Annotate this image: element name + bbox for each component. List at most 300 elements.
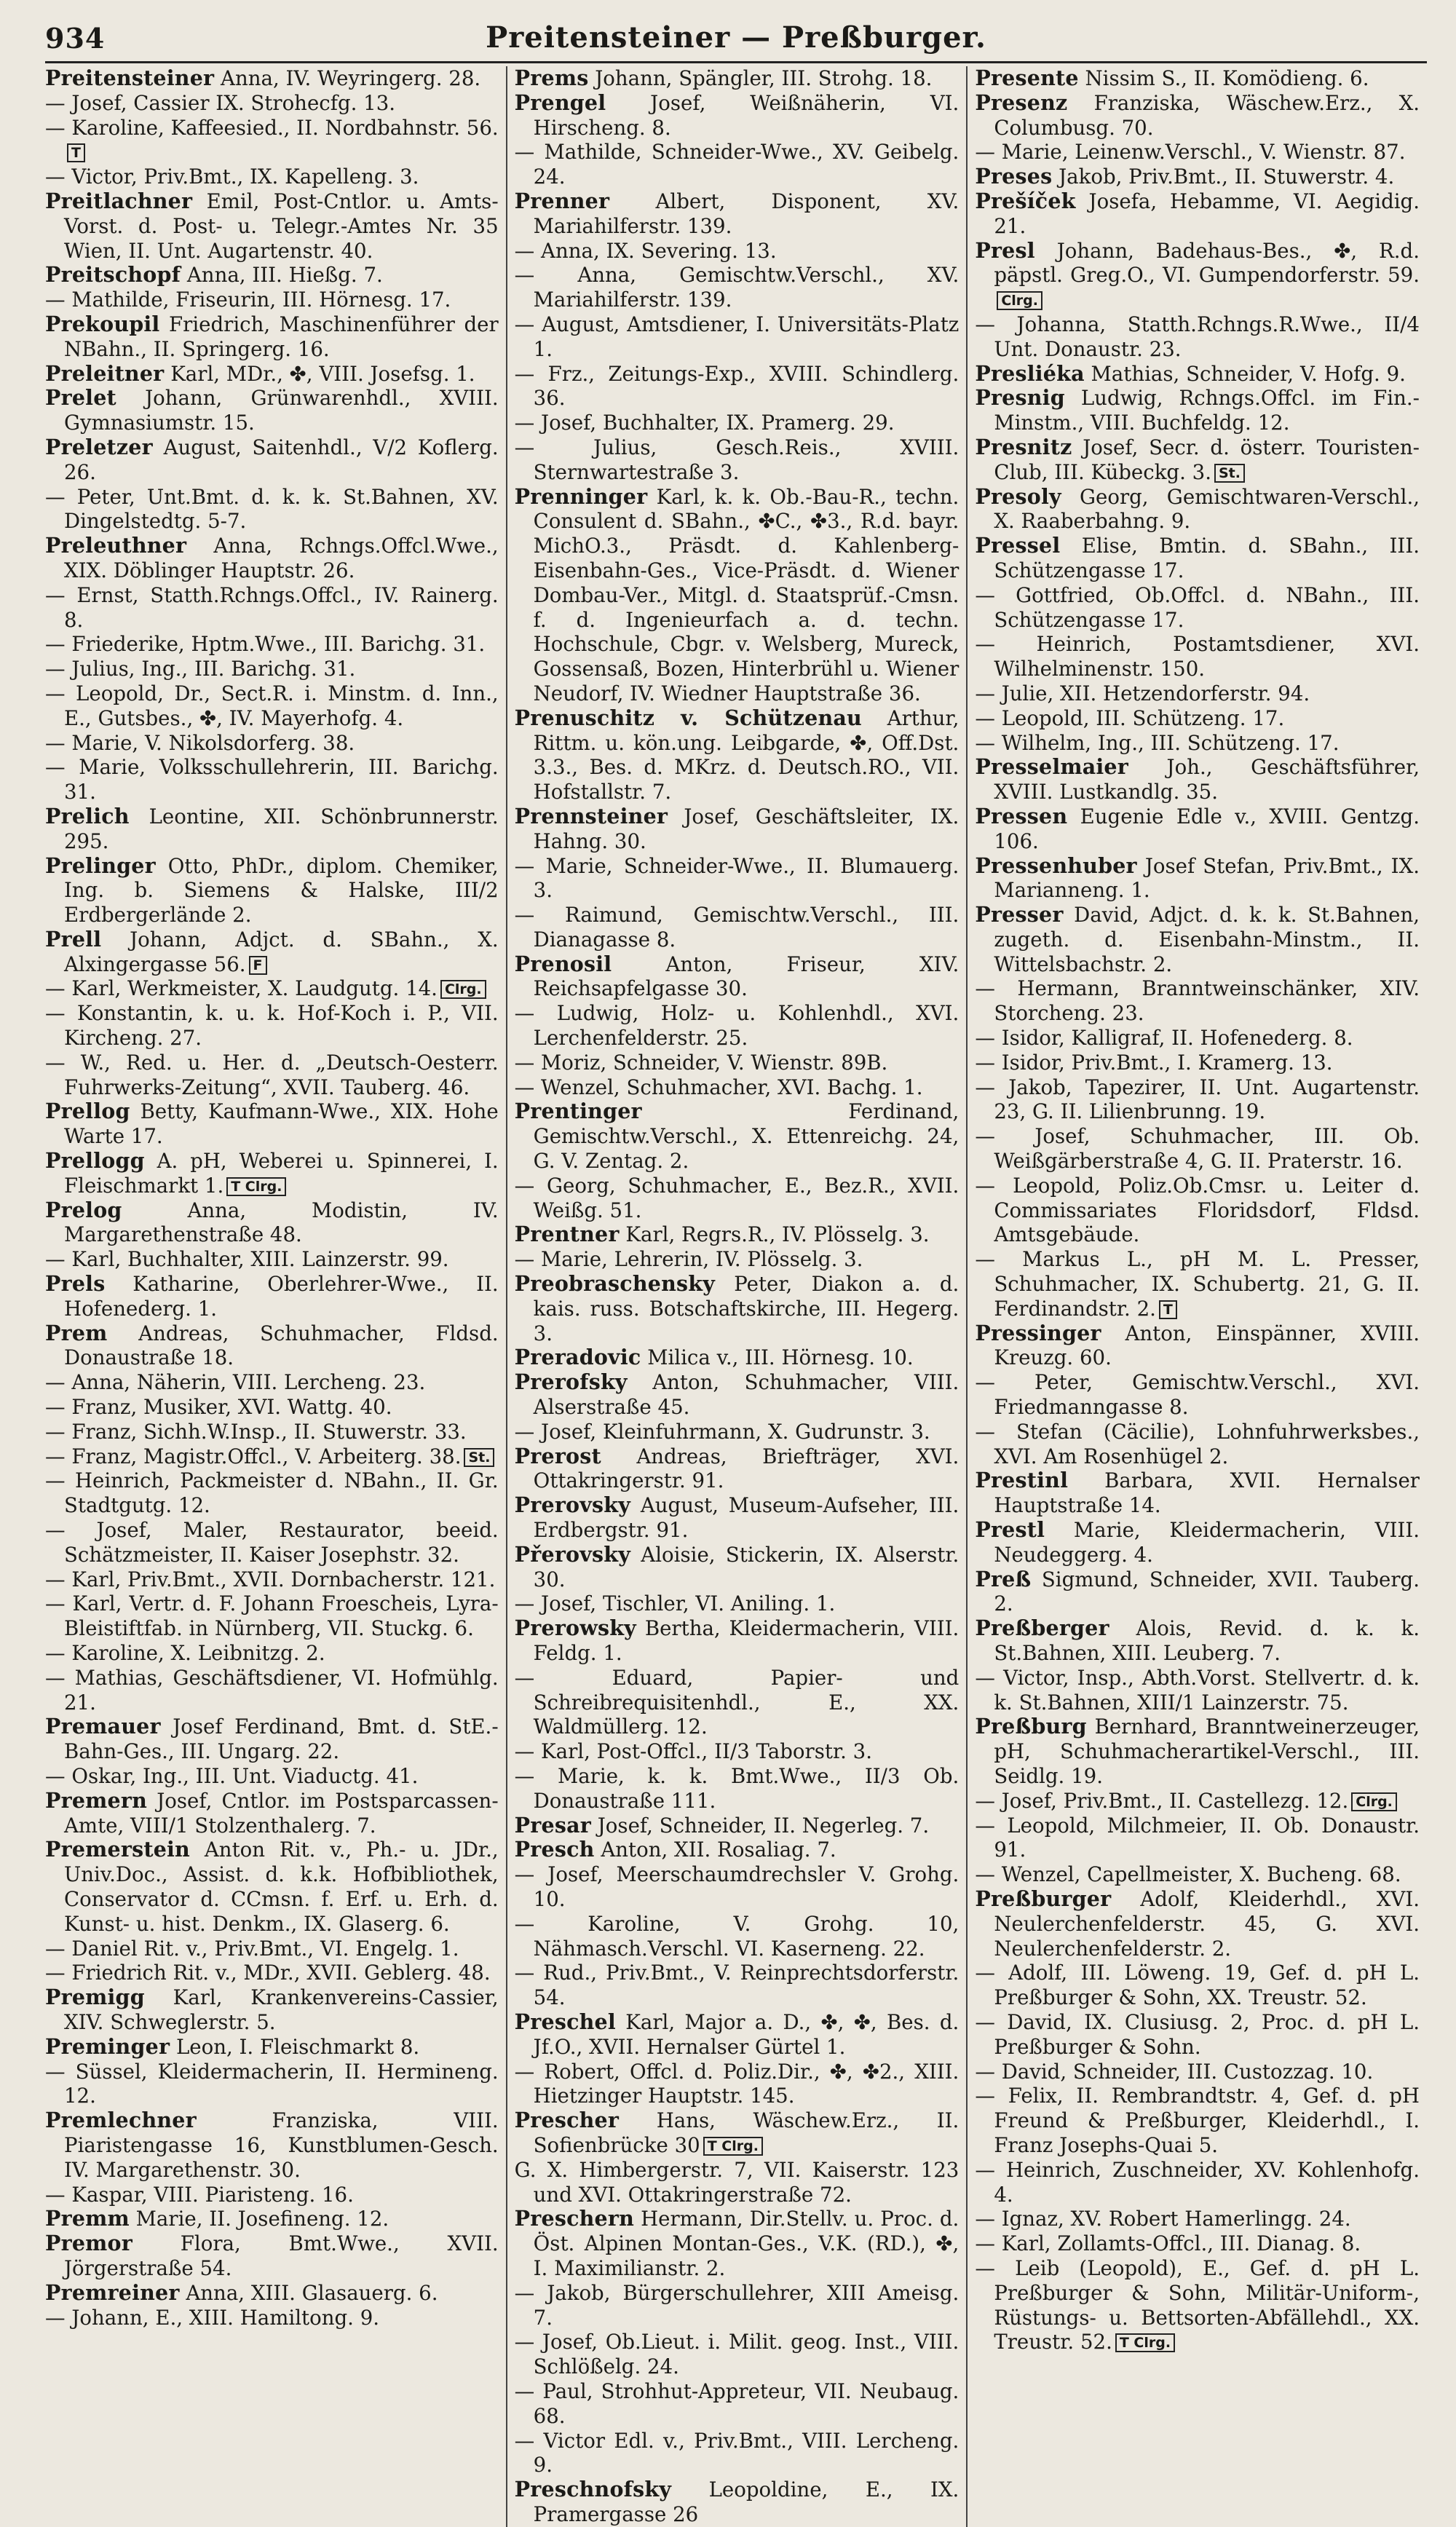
entry-details: — Johanna, Statth.Rchngs.R.Wwe., II/4 Unt. Donaustr. 23. [975,312,1420,361]
directory-entry [45,362,499,387]
entry-details: Katharine, Oberlehrer-Wwe., II. Hofenederg. 1. [64,1272,499,1321]
directory-entry [45,189,499,263]
entry-surname: Preßburg [975,1714,1087,1739]
directory-entry [975,312,1420,362]
entry-details: — Marie, V. Nikolsdorferg. 38. [45,730,355,755]
entry-surname: Presnitz [975,434,1072,459]
directory-entry [975,2231,1420,2256]
directory-entry [515,1099,960,1173]
directory-entry [975,1616,1420,1666]
directory-entry [45,2108,499,2182]
directory-entry [515,1666,960,1739]
directory-entry [515,2281,960,2330]
directory-entry [515,1616,960,1666]
directory-entry [45,2060,499,2109]
entry-details: Barbara, XVII. Hernalser Hauptstraße 14. [994,1468,1420,1518]
entry-surname: Prellogg [45,1148,145,1174]
entry-details: — Ernst, Statth.Rchngs.Offcl., IV. Rainerg. 8. [45,582,499,632]
directory-entry [975,66,1420,91]
entry-details: Leopoldine, E., IX. Pramergasse 26 [533,2477,960,2526]
entry-details: Flora, Bmt.Wwe., XVII. Jörgerstraße 54. [64,2231,499,2280]
entry-surname: Prešíček [975,188,1076,213]
column-2 [506,66,967,2527]
entry-surname: Přerovsky [514,1541,630,1567]
directory-entry [45,1764,499,1789]
entry-details: — Marie, Lehrerin, IV. Plösselg. 3. [514,1247,863,1272]
entry-details: Anton, XII. Rosaliag. 7. [601,1838,836,1862]
directory-entry [45,854,499,928]
entry-surname: Preleuthner [45,533,187,558]
directory-entry [975,1174,1420,1247]
entry-details: Anna, XIII. Glasauerg. 6. [186,2280,438,2305]
directory-entry [975,731,1420,756]
entry-surname: Presar [514,1812,591,1838]
entry-details: — Adolf, III. Löweng. 19, Gef. d. pH L. Preßburger & Sohn, XX. Treustr. 52. [975,1961,1420,2010]
entry-details: — Anna, Näherin, VIII. Lercheng. 23. [45,1370,426,1395]
entry-surname: Preradovic [514,1345,641,1370]
directory-entry [45,2231,499,2281]
directory-entry [45,1272,499,1321]
entry-surname: Premlechner [45,2108,197,2133]
entry-details: — Peter, Unt.Bmt. d. k. k. St.Bahnen, XV. Dingelstedtg. 5-7. [45,484,499,534]
directory-entry [45,1838,499,1936]
entry-details: — Friederike, Hptm.Wwe., III. Barichg. 31. [45,632,486,657]
directory-entry [45,1591,499,1641]
entry-details: Otto, PhDr., diplom. Chemiker, Ing. b. Siemens & Halske, III/2 Erdbergerlände 2. [64,853,499,928]
directory-entry [515,1862,960,1912]
entry-details: — Karoline, X. Leibnitzg. 2. [45,1641,325,1665]
entry-mark-badge: T Clrg. [703,2137,763,2156]
directory-entry [975,1026,1420,1051]
entry-details: — Markus L., pH M. L. Presser, Schuhmacher, IX. Schubertg. 21, G. II. Ferdinandstr. 2. [975,1247,1420,1321]
entry-details: Josef, Schneider, II. Negerleg. 7. [597,1813,930,1838]
directory-entry [45,485,499,534]
entry-details: — David, Schneider, III. Custozzag. 10. [975,2059,1374,2084]
entry-details: Andreas, Schuhmacher, Fldsd. Donaustraße 18. [64,1321,499,1370]
entry-surname: Prengel [514,90,606,115]
entry-details: — Karl, Buchhalter, XIII. Lainzerstr. 99. [45,1247,449,1272]
directory-entry [45,583,499,633]
directory-entry [975,1666,1420,1715]
entry-surname: Preßburger [975,1886,1112,1911]
directory-entry [515,1961,960,2010]
entry-surname: Preschern [514,2206,635,2231]
directory-entry [45,386,499,435]
directory-entry [975,1321,1420,1371]
entry-surname: Preminger [45,2033,170,2059]
directory-entry [515,140,960,189]
directory-entry [975,165,1420,189]
directory-entry [45,1051,499,1100]
entry-details: Hermann, Dir.Stellv. u. Proc. d. Öst. Alpinen Montan-Ges., V.K. (RD.), ✤, I. Maximilianstr. 2. [533,2207,960,2280]
directory-entry [975,485,1420,534]
directory-entry [515,2108,960,2158]
entry-details: — W., Red. u. Her. d. „Deutsch-Oesterr. Fuhrwerks-Zeitung“, XVII. Tauberg. 46. [45,1050,499,1099]
entry-details: — David, IX. Clusiusg. 2, Proc. d. pH L. Preßburger & Sohn. [975,2009,1420,2059]
directory-entry [515,952,960,1002]
entry-details: Hans, Wäschew.Erz., II. Sofienbrücke 30 [533,2108,960,2157]
entry-details: — Friedrich Rit. v., MDr., XVII. Geblerg. 48. [45,1961,491,1985]
entry-details: Sigmund, Schneider, XVII. Tauberg. 2. [994,1567,1420,1616]
directory-entry [45,681,499,731]
entry-details: — Hermann, Branntweinschänker, XIV. Storcheng. 23. [975,976,1420,1026]
entry-surname: Prell [45,926,102,952]
entry-details: Karl, Regrs.R., IV. Plösselg. 3. [625,1222,930,1247]
directory-entry [45,91,499,116]
directory-entry [975,1075,1420,1125]
entry-details: Eugenie Edle v., XVIII. Gentzg. 106. [994,804,1420,853]
entry-details: Marie, Kleidermacherin, VIII. Neudeggerg. 4. [994,1518,1420,1567]
directory-entry [515,804,960,854]
entry-details: — Georg, Schuhmacher, E., Bez.R., XVII. Weißg. 51. [514,1173,960,1222]
directory-entry [975,2010,1420,2060]
directory-entry [45,2306,499,2330]
directory-entry [515,1764,960,1814]
directory-entry [515,1001,960,1051]
column-3 [966,66,1427,2527]
entry-details: — Franz, Magistr.Offcl., V. Arbeiterg. 38. [45,1444,462,1468]
entry-details: Johann, Adjct. d. SBahn., X. Alxingergasse 56. [64,927,499,976]
entry-details: — Anna, IX. Severing. 13. [514,238,777,263]
directory-entry [515,1591,960,1616]
entry-surname: Presliéka [975,360,1085,386]
directory-entry [975,91,1420,141]
entry-surname: Prem [45,1320,108,1345]
directory-entry [975,1124,1420,1174]
entry-details: — Wenzel, Capellmeister, X. Bucheng. 68. [975,1862,1401,1887]
directory-entry [975,435,1420,485]
entry-surname: Presselmaier [975,754,1128,780]
entry-details: — Isidor, Priv.Bmt., I. Kramerg. 13. [975,1050,1333,1075]
entry-surname: Premauer [45,1714,161,1739]
entry-details: — Josef, Cassier IX. Strohecfg. 13. [45,90,396,115]
directory-entry [975,903,1420,976]
entry-surname: Premor [45,2231,132,2256]
entry-surname: Preitschopf [45,262,181,288]
directory-entry [45,755,499,804]
entry-details: Leon, I. Fleischmarkt 8. [175,2034,420,2059]
entry-surname: Preß [975,1566,1032,1591]
directory-entry [975,386,1420,435]
entry-details: Karl, Major a. D., ✤, ✤, Bes. d. Jf.O., XVII. Hernalser Gürtel 1. [533,2009,960,2059]
directory-entry [975,1715,1420,1788]
directory-entry [975,2256,1420,2354]
entry-details: August, Saitenhdl., V/2 Koflerg. 26. [64,435,499,484]
entry-details: — Leib (Leopold), E., Gef. d. pH L. Preßburger & Sohn, Militär-Uniform-, Rüstungs- u. Bettsorten-Abfällehdl., XX. Treustr. 52. [975,2255,1420,2354]
entry-surname: Pressel [975,533,1061,558]
entry-details: Alois, Revid. d. k. k. St.Bahnen, XIII. Leuberg. 7. [994,1616,1420,1665]
entry-surname: Preschnofsky [514,2477,672,2502]
entry-details: — August, Amtsdiener, I. Universitäts-Platz 1. [514,312,960,361]
directory-entry [515,2379,960,2429]
directory-entry [45,1666,499,1715]
directory-entry [975,1814,1420,1863]
entry-surname: Prelog [45,1197,122,1222]
entry-surname: Prekoupil [45,311,160,336]
directory-entry [515,903,960,952]
entry-surname: Presser [975,902,1064,928]
entry-details: — Anna, Gemischtw.Verschl., XV. Mariahilferstr. 139. [514,263,960,312]
entry-details: — Jakob, Tapezirer, II. Unt. Augartenstr. 23, G. II. Lilienbrunng. 19. [975,1075,1420,1124]
entry-surname: Prentner [514,1222,620,1247]
entry-mark-badge: T [67,143,85,162]
entry-details: — Heinrich, Zuschneider, XV. Kohlenhofg. 4. [975,2157,1420,2207]
entry-details: — Julie, XII. Hetzendorferstr. 94. [975,681,1310,705]
entry-details: — Heinrich, Packmeister d. NBahn., II. Gr. Stadtgutg. 12. [45,1468,499,1518]
entry-details: — Oskar, Ing., III. Unt. Viaductg. 41. [45,1763,419,1788]
directory-entry [45,1641,499,1666]
directory-entry [45,312,499,362]
directory-entry [45,976,499,1001]
directory-entry [45,534,499,583]
directory-entry [45,2207,499,2231]
entry-details: — Josef, Ob.Lieut. i. Milit. geog. Inst., VIII. Schlößelg. 24. [514,2330,960,2379]
entry-details: Leontine, XII. Schönbrunnerstr. 295. [64,804,499,853]
directory-entry [975,189,1420,239]
entry-surname: Preobraschensky [514,1271,715,1297]
entry-details: — Frz., Zeitungs-Exp., XVIII. Schindlerg. 36. [514,361,960,411]
directory-entry [45,804,499,854]
entry-details: — Marie, k. k. Bmt.Wwe., II/3 Ob. Donaustraße 111. [514,1763,960,1813]
entry-details: — Franz, Musiker, XVI. Wattg. 40. [45,1395,392,1420]
entry-details: — Josef, Meerschaumdrechsler V. Grohg. 10. [514,1862,960,1911]
entry-surname: Premm [45,2206,130,2231]
entry-details: — Leopold, Milchmeier, II. Ob. Donaustr. 91. [975,1813,1420,1862]
directory-entry [515,2477,960,2527]
entry-surname: Prestl [975,1517,1045,1543]
entry-surname: Presente [975,66,1079,90]
entry-details: — Peter, Gemischtw.Verschl., XVI. Friedmanngasse 8. [975,1370,1420,1420]
entry-details: Nissim S., II. Komödieng. 6. [1085,66,1369,90]
entry-details: — Rud., Priv.Bmt., V. Reinprechtsdorferstr. 54. [514,1961,960,2010]
entry-details: — Josef, Maler, Restaurator, beeid. Schätzmeister, II. Kaiser Josephstr. 32. [45,1518,499,1567]
entry-details: — Victor, Insp., Abth.Vorst. Stellvertr. d. k. k. St.Bahnen, XIII/1 Lainzerstr. 75. [975,1665,1420,1715]
directory-entry [975,534,1420,583]
entry-surname: Prelich [45,803,130,829]
entry-details: Josef, Weißnäherin, VI. Hirscheng. 8. [533,90,960,140]
entry-surname: Pressen [975,803,1068,829]
directory-entry [515,2060,960,2109]
entry-surname: Preses [975,164,1053,189]
directory-entry [975,976,1420,1026]
directory-entry [45,731,499,756]
entry-details: A. pH, Weberei u. Spinnerei, I. Fleischmarkt 1. [64,1149,499,1198]
column-1 [45,66,506,2527]
directory-entry [515,2207,960,2280]
directory-entry [975,2158,1420,2207]
entry-details: Betty, Kaufmann-Wwe., XIX. Hohe Warte 17. [64,1099,499,1149]
entry-details: August, Museum-Aufseher, III. Erdbergstr. 91. [533,1493,960,1543]
directory-entry [975,1370,1420,1420]
directory-entry [515,1222,960,1247]
directory-entry [515,2158,960,2207]
entry-surname: Prestinl [975,1468,1069,1493]
entry-details: — Marie, Leinenw.Verschl., V. Wienstr. 87. [975,140,1406,165]
entry-details: Milica v., III. Hörnesg. 10. [647,1345,914,1370]
entry-details: — Robert, Offcl. d. Poliz.Dir., ✤, ✤2., XIII. Hietzinger Hauptstr. 145. [514,2059,960,2108]
entry-details: G. X. Himbergerstr. 7, VII. Kaiserstr. 123 und XVI. Ottakringerstraße 72. [514,2157,960,2207]
directory-entry [975,1468,1420,1518]
directory-entry [515,485,960,706]
entry-details: — Karoline, V. Grohg. 10, Nähmasch.Verschl. VI. Kaserneng. 22. [514,1911,960,1961]
entry-surname: Prennsteiner [514,803,668,829]
entry-details: — Raimund, Gemischtw.Verschl., III. Dianagasse 8. [514,903,960,952]
directory-entry [975,755,1420,804]
directory-entry [515,1444,960,1494]
directory-entry [45,1937,499,1961]
entry-surname: Presnig [975,385,1065,411]
directory-entry [45,1789,499,1838]
directory-entry [975,1420,1420,1469]
entry-surname: Prerofsky [514,1369,628,1395]
directory-entry [975,1518,1420,1567]
directory-entry [515,1838,960,1862]
directory-entry [975,2060,1420,2084]
directory-entry [515,854,960,903]
directory-entry [975,2207,1420,2231]
entry-details: Georg, Gemischtwaren-Verschl., X. Raaberbahng. 9. [994,484,1420,534]
directory-entry [515,1814,960,1838]
entry-surname: Prenosil [514,951,612,976]
directory-entry [975,583,1420,633]
directory-entry [45,1567,499,1592]
directory-entry [515,1075,960,1100]
entry-details: — Ludwig, Holz- u. Kohlenhdl., XVI. Lerchenfelderstr. 25. [514,1001,960,1051]
directory-entry [45,1444,499,1469]
entry-surname: Prels [45,1271,106,1297]
entry-details: Ludwig, Rchngs.Offcl. im Fin.-Minstm., VIII. Buchfeldg. 12. [994,386,1420,435]
entry-mark-badge: F [249,956,267,975]
directory-entry [515,239,960,264]
entry-details: — Josef, Kleinfuhrmann, X. Gudrunstr. 3. [514,1419,930,1444]
entry-details: — Stefan (Cäcilie), Lohnfuhrwerksbes., XVI. Am Rosenhügel 2. [975,1419,1420,1468]
directory-entry [515,1345,960,1370]
directory-entry [45,1715,499,1764]
entry-surname: Prenner [514,188,610,213]
entry-surname: Premigg [45,1985,145,2010]
entry-surname: Prentinger [514,1099,642,1124]
entry-surname: Premern [45,1787,148,1813]
entry-details: — Franz, Sichh.W.Insp., II. Stuwerstr. 33. [45,1419,467,1444]
directory-entry [45,263,499,288]
directory-entry [45,165,499,189]
entry-surname: Presoly [975,483,1061,509]
entry-surname: Pressinger [975,1320,1101,1345]
entry-surname: Presl [975,237,1035,263]
directory-entry [45,1985,499,2035]
directory-entry [975,140,1420,165]
entry-details: — Mathilde, Schneider-Wwe., XV. Geibelg. 24. [514,140,960,189]
directory-entry [515,2010,960,2060]
entry-details: — Karl, Zollamts-Offcl., III. Dianag. 8. [975,2231,1361,2256]
directory-entry [515,91,960,141]
entry-mark-badge: T Clrg. [226,1177,286,1196]
entry-details: — Victor Edl. v., Priv.Bmt., VIII. Lercheng. 9. [514,2428,960,2477]
entry-details: Franziska, Wäschew.Erz., X. Columbusg. 70. [994,90,1420,140]
entry-mark-badge: Clrg. [1351,1792,1397,1811]
entry-details: Peter, Diakon a. d. kais. russ. Botschaftskirche, III. Hegerg. 3. [533,1272,960,1345]
directory-entry [45,1247,499,1272]
entry-details: — Ignaz, XV. Robert Hamerlingg. 24. [975,2207,1351,2231]
directory-entry [975,362,1420,387]
directory-entry [515,1051,960,1075]
directory-entry [45,1321,499,1371]
entry-mark-badge: T Clrg. [1115,2333,1175,2352]
entry-details: — Karoline, Kaffeesied., II. Nordbahnstr. 56. [45,115,499,140]
entry-details: — Julius, Ing., III. Barichg. 31. [45,657,356,681]
entry-surname: Presenz [975,90,1068,115]
entry-surname: Prescher [514,2108,620,2133]
directory-entry [45,1001,499,1051]
directory-entry [515,1370,960,1420]
directory-entry [515,1247,960,1272]
entry-details: Anna, Modistin, IV. Margarethenstraße 48. [64,1198,499,1247]
directory-entry [515,706,960,804]
entry-surname: Prellog [45,1099,130,1124]
entry-surname: Premerstein [45,1837,190,1862]
entry-details: Anton, Einspänner, XVIII. Kreuzg. 60. [994,1321,1420,1370]
entry-mark-badge: St. [464,1448,494,1467]
entry-details: Anton Rit. v., Ph.- u. JDr., Univ.Doc., Assist. d. k.k. Hofbibliothek, Conservator d. CCmsn. f. Erf. u. Erh. d. Kunst- u. hist. Denkm., IX. Glaserg. 6. [64,1838,499,1936]
entry-details: — Kaspar, VIII. Piaristeng. 16. [45,2182,354,2207]
entry-details: — Gottfried, Ob.Offcl. d. NBahn., III. Schützengasse 17. [975,582,1420,632]
entry-details: Aloisie, Stickerin, IX. Alserstr. 30. [533,1542,960,1591]
entry-surname: Preschel [514,2009,616,2034]
entry-details: — Johann, E., XIII. Hamiltong. 9. [45,2305,380,2330]
entry-surname: Prelet [45,385,116,411]
directory-entry [975,681,1420,706]
directory-columns [45,66,1427,2526]
entry-details: Arthur, Rittm. u. kön.ung. Leibgarde, ✤, Off.Dst. 3.3., Bes. d. MKrz. d. Deutsch.RO., VII. Hofstallstr. 7. [533,705,960,804]
entry-details: — Marie, Schneider-Wwe., II. Blumauerg. 3. [514,853,960,903]
entry-surname: Prenninger [514,483,648,509]
directory-entry [515,362,960,411]
directory-entry [45,2183,499,2207]
entry-details: — Isidor, Kalligraf, II. Hofenederg. 8. [975,1026,1353,1051]
directory-entry [975,1887,1420,1961]
entry-surname: Prerost [514,1443,601,1468]
directory-entry [515,312,960,362]
entry-mark-badge: St. [1214,464,1245,483]
entry-mark-badge: Clrg. [997,291,1042,310]
entry-details: Josef Stefan, Priv.Bmt., IX. Marianneng. 1. [994,853,1420,903]
directory-entry [515,66,960,91]
page-number: 934 [45,22,106,55]
directory-entry [515,1543,960,1592]
entry-surname: Pressenhuber [975,853,1137,878]
entry-details: — Leopold, III. Schützeng. 17. [975,705,1285,730]
entry-surname: Preßberger [975,1616,1109,1641]
entry-details: Ferdinand, Gemischtw.Verschl., X. Ettenreichg. 24, G. V. Zentag. 2. [533,1099,960,1174]
directory-entry [45,1149,499,1198]
entry-details: Josef, Secr. d. österr. Touristen-Club, III. Kübeckg. 3. [994,435,1420,484]
entry-details: Mathias, Schneider, V. Hofg. 9. [1091,361,1406,386]
entry-details: Johann, Badehaus-Bes., ✤, R.d. päpstl. Greg.O., VI. Gumpendorferstr. 59. [994,238,1420,288]
running-head: Preitensteiner — Preßburger. [486,20,986,55]
entry-details: Adolf, Kleiderhdl., XVI. Neulerchenfelderstr. 45, G. XVI. Neulerchenfelderstr. 2. [994,1886,1420,1961]
directory-entry [45,1198,499,1248]
directory-entry [515,1493,960,1543]
directory-entry [45,435,499,485]
directory-entry [45,928,499,977]
directory-entry [45,1370,499,1395]
directory-entry [975,1961,1420,2010]
entry-surname: Prelinger [45,853,156,878]
entry-details: Josef Ferdinand, Bmt. d. StE.-Bahn-Ges., III. Ungarg. 22. [64,1715,499,1764]
directory-entry [975,632,1420,681]
directory-entry [975,2084,1420,2157]
entry-details: Franziska, VIII. Piaristengasse 16, Kunstblumen-Gesch. IV. Margarethenstr. 30. [64,2108,499,2182]
